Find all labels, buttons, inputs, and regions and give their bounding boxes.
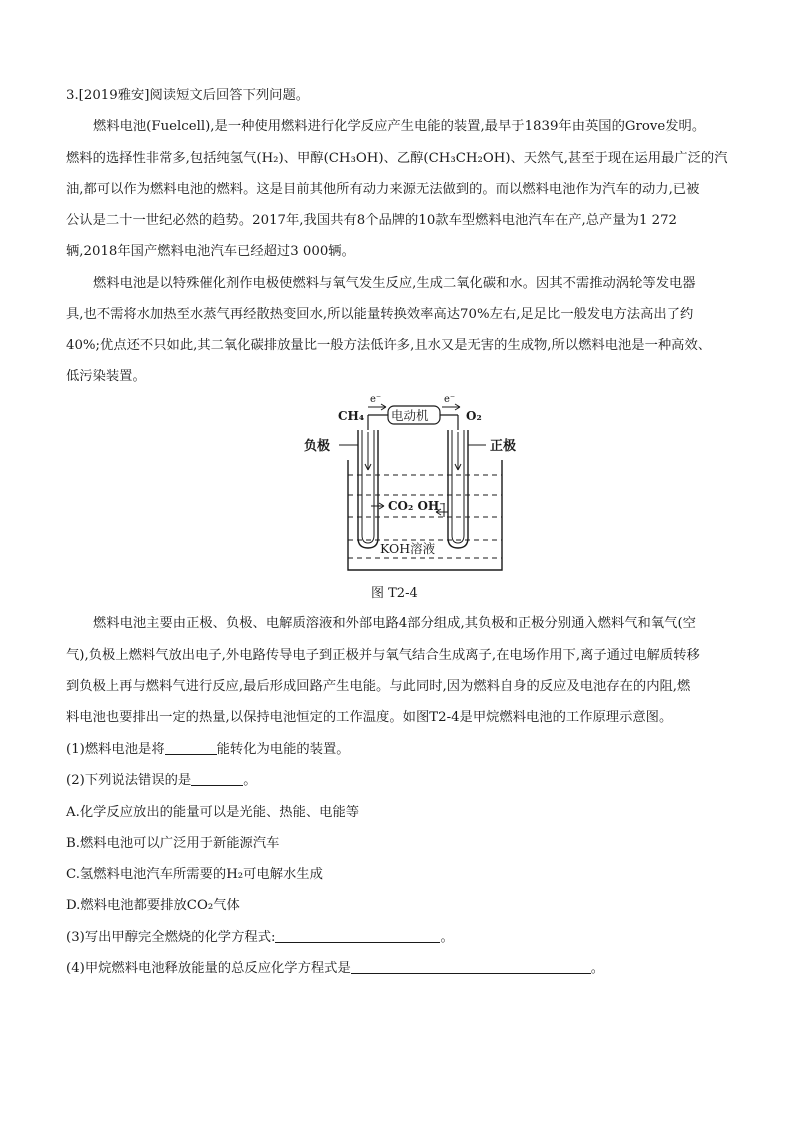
question-3 (66, 928, 454, 948)
q3-answer-blank[interactable] (275, 928, 440, 943)
solution-label: KOH溶液 (380, 541, 436, 556)
paragraph2-line4: 低污染装置。 (66, 369, 146, 384)
option-d: D.燃料电池都要排放CO₂气体 (66, 898, 240, 913)
paragraph3-line1: 燃料电池主要由正极、负极、电解质溶液和外部电路4部分组成,其负极和正极分别通入燃料气和氧气(空 (93, 616, 696, 631)
ch4-label: CH₄ (338, 409, 365, 423)
motor-label: 电动机 (391, 408, 429, 423)
negative-label: 负极 (304, 439, 331, 454)
q2-after: 。 (243, 773, 257, 788)
ion-label: CO₂ OH⁻ (388, 499, 446, 513)
question-4 (66, 959, 604, 979)
q1-after: 能转化为电能的装置。 (216, 742, 350, 757)
paragraph3-line4: 料电池也要排出一定的热量,以保持电池恒定的工作温度。如图T2-4是甲烷燃料电池的工作原理示意图。 (66, 710, 673, 725)
option-c: C.氢燃料电池汽车所需要的H₂可电解水生成 (66, 867, 323, 882)
q4-after: 。 (590, 961, 605, 976)
option-a: A.化学反应放出的能量可以是光能、热能、电能等 (66, 805, 360, 820)
paragraph1-line2: 燃料的选择性非常多,包括纯氢气(H₂)、甲醇(CH₃OH)、乙醇(CH₃CH₂OH)、天然气,甚至于现在运用最广泛的汽 (66, 151, 728, 166)
electron-label-left: e⁻ (370, 394, 382, 405)
q4-answer-blank[interactable] (351, 959, 591, 974)
paragraph1-line3: 油,都可以作为燃料电池的燃料。这是目前其他所有动力来源无法做到的。而以燃料电池作为汽车的动力,已被 (66, 182, 700, 197)
figure-caption: 图 T2-4 (371, 586, 418, 601)
question-header: 3.[2019雅安]阅读短文后回答下列问题。 (66, 88, 310, 103)
paragraph1-line4: 公认是二十一世纪必然的趋势。2017年,我国共有8个品牌的10款车型燃料电池汽车在产,总产量为1 272 (66, 213, 678, 228)
q1-before: (1)燃料电池是将 (66, 742, 165, 757)
question-2 (66, 771, 257, 791)
paragraph1-line5: 辆,2018年国产燃料电池汽车已经超过3 000辆。 (66, 244, 355, 259)
paragraph2-line3: 40%;优点还不只如此,其二氧化碳排放量比一般方法低许多,且水又是无害的生成物,所以燃料电池是一种高效、 (66, 338, 712, 353)
paragraph2-line1: 燃料电池是以特殊催化剂作电极使燃料与氧气发生反应,生成二氧化碳和水。因其不需推动涡轮等发电器 (93, 276, 696, 291)
o2-label: O₂ (466, 409, 482, 423)
paragraph3-line3: 到负极上再与燃料气进行反应,最后形成回路产生电能。与此同时,因为燃料自身的反应及电池存在的内阻,燃 (66, 679, 691, 694)
q3-after: 。 (440, 930, 454, 945)
positive-label: 正极 (490, 439, 517, 454)
paragraph2-line2: 具,也不需将水加热至水蒸气再经散热变回水,所以能量转换效率高达70%左右,足足比一般发电方法高出了约 (66, 307, 694, 322)
question-1 (66, 740, 350, 760)
q3-before: (3)写出甲醇完全燃烧的化学方程式: (66, 930, 276, 945)
q2-before: (2)下列说法错误的是 (66, 773, 192, 788)
option-b: B.燃料电池可以广泛用于新能源汽车 (66, 836, 280, 851)
q4-before: (4)甲烷燃料电池释放能量的总反应化学方程式是 (66, 961, 351, 976)
q2-answer-blank[interactable] (191, 771, 243, 786)
paragraph3-line2: 气),负极上燃料气放出电子,外电路传导电子到正极并与氧气结合生成离子,在电场作用下,离子通过电解质转移 (66, 648, 700, 663)
q1-answer-blank[interactable] (165, 740, 217, 755)
fuel-cell-diagram (296, 390, 536, 575)
electron-label-right: e⁻ (444, 394, 456, 405)
paragraph1-line1: 燃料电池(Fuelcell),是一种使用燃料进行化学反应产生电能的装置,最早于1839年由英国的Grove发明。 (93, 119, 706, 134)
